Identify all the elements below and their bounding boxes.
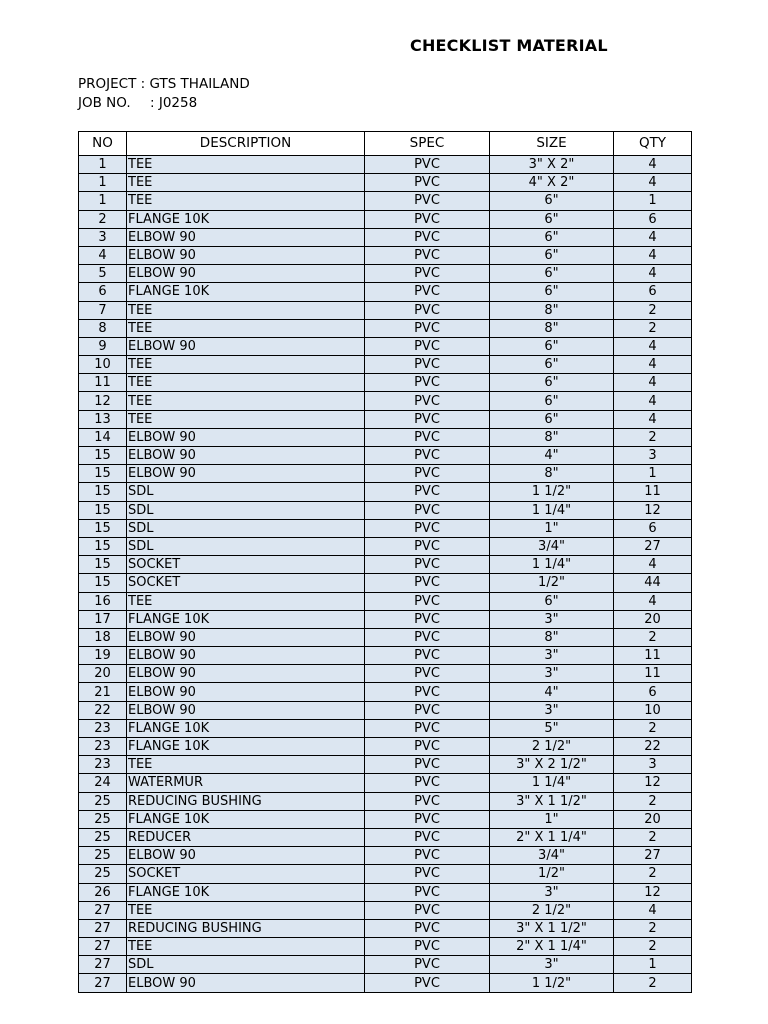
table-row <box>79 337 692 355</box>
cell-spec: PVC <box>365 883 490 901</box>
cell-spec: PVC <box>365 192 490 210</box>
cell-spec: PVC <box>365 901 490 919</box>
cell-size: 8" <box>490 428 614 446</box>
cell-qty: 20 <box>614 810 692 828</box>
cell-no: 5 <box>79 265 127 283</box>
cell-qty: 1 <box>614 192 692 210</box>
table-body <box>79 156 692 993</box>
cell-description: TEE <box>127 319 365 337</box>
cell-qty: 12 <box>614 883 692 901</box>
cell-qty: 1 <box>614 956 692 974</box>
cell-no: 17 <box>79 610 127 628</box>
cell-description: ELBOW 90 <box>127 337 365 355</box>
cell-size: 1 1/4" <box>490 501 614 519</box>
cell-size: 6" <box>490 337 614 355</box>
cell-size: 3" X 1 1/2" <box>490 919 614 937</box>
cell-description: ELBOW 90 <box>127 683 365 701</box>
cell-description: TEE <box>127 356 365 374</box>
cell-size: 8" <box>490 628 614 646</box>
cell-spec: PVC <box>365 647 490 665</box>
cell-spec: PVC <box>365 610 490 628</box>
column-header-no: NO <box>79 132 127 156</box>
cell-qty: 12 <box>614 501 692 519</box>
table-row <box>79 756 692 774</box>
cell-qty: 4 <box>614 356 692 374</box>
table-row <box>79 210 692 228</box>
document-title: CHECKLIST MATERIAL <box>410 36 608 55</box>
cell-spec: PVC <box>365 956 490 974</box>
cell-size: 3" X 2" <box>490 156 614 174</box>
cell-no: 11 <box>79 374 127 392</box>
cell-spec: PVC <box>365 810 490 828</box>
cell-description: REDUCING BUSHING <box>127 792 365 810</box>
cell-qty: 4 <box>614 592 692 610</box>
cell-size: 3" <box>490 701 614 719</box>
cell-spec: PVC <box>365 592 490 610</box>
cell-spec: PVC <box>365 392 490 410</box>
cell-spec: PVC <box>365 337 490 355</box>
table-row <box>79 883 692 901</box>
table-row <box>79 246 692 264</box>
cell-description: TEE <box>127 392 365 410</box>
cell-description: WATERMUR <box>127 774 365 792</box>
cell-spec: PVC <box>365 701 490 719</box>
cell-size: 2 1/2" <box>490 901 614 919</box>
cell-description: FLANGE 10K <box>127 738 365 756</box>
cell-spec: PVC <box>365 665 490 683</box>
cell-description: TEE <box>127 192 365 210</box>
cell-size: 3" <box>490 665 614 683</box>
table-row <box>79 610 692 628</box>
cell-no: 19 <box>79 647 127 665</box>
table-row <box>79 647 692 665</box>
cell-size: 3" <box>490 883 614 901</box>
cell-spec: PVC <box>365 847 490 865</box>
cell-spec: PVC <box>365 265 490 283</box>
cell-description: ELBOW 90 <box>127 265 365 283</box>
table-row <box>79 738 692 756</box>
cell-qty: 4 <box>614 901 692 919</box>
cell-size: 4" <box>490 447 614 465</box>
cell-description: ELBOW 90 <box>127 647 365 665</box>
table-row <box>79 683 692 701</box>
cell-size: 1/2" <box>490 574 614 592</box>
cell-size: 6" <box>490 210 614 228</box>
table-row <box>79 192 692 210</box>
cell-qty: 2 <box>614 319 692 337</box>
cell-qty: 4 <box>614 556 692 574</box>
cell-no: 15 <box>79 483 127 501</box>
cell-qty: 6 <box>614 210 692 228</box>
cell-spec: PVC <box>365 356 490 374</box>
cell-spec: PVC <box>365 410 490 428</box>
cell-spec: PVC <box>365 556 490 574</box>
cell-description: SDL <box>127 956 365 974</box>
cell-qty: 10 <box>614 701 692 719</box>
cell-qty: 4 <box>614 174 692 192</box>
cell-description: ELBOW 90 <box>127 701 365 719</box>
table-row <box>79 410 692 428</box>
cell-size: 8" <box>490 465 614 483</box>
cell-no: 25 <box>79 847 127 865</box>
cell-spec: PVC <box>365 447 490 465</box>
cell-no: 24 <box>79 774 127 792</box>
cell-qty: 27 <box>614 847 692 865</box>
column-header-description: DESCRIPTION <box>127 132 365 156</box>
cell-description: FLANGE 10K <box>127 210 365 228</box>
cell-qty: 6 <box>614 519 692 537</box>
cell-qty: 6 <box>614 283 692 301</box>
cell-no: 23 <box>79 719 127 737</box>
cell-size: 6" <box>490 374 614 392</box>
cell-size: 1" <box>490 519 614 537</box>
cell-spec: PVC <box>365 501 490 519</box>
cell-spec: PVC <box>365 156 490 174</box>
cell-size: 3" <box>490 647 614 665</box>
cell-size: 1 1/2" <box>490 483 614 501</box>
cell-no: 14 <box>79 428 127 446</box>
project-value: GTS THAILAND <box>149 76 250 92</box>
table-row <box>79 537 692 555</box>
cell-size: 4" X 2" <box>490 174 614 192</box>
table-row <box>79 265 692 283</box>
cell-description: TEE <box>127 938 365 956</box>
column-header-size: SIZE <box>490 132 614 156</box>
cell-no: 25 <box>79 792 127 810</box>
cell-description: FLANGE 10K <box>127 719 365 737</box>
cell-size: 2" X 1 1/4" <box>490 828 614 846</box>
table-row <box>79 174 692 192</box>
cell-size: 6" <box>490 283 614 301</box>
table-row <box>79 374 692 392</box>
cell-description: SDL <box>127 501 365 519</box>
cell-qty: 2 <box>614 828 692 846</box>
cell-spec: PVC <box>365 738 490 756</box>
cell-qty: 6 <box>614 683 692 701</box>
cell-description: ELBOW 90 <box>127 628 365 646</box>
cell-qty: 3 <box>614 447 692 465</box>
cell-no: 15 <box>79 556 127 574</box>
cell-no: 13 <box>79 410 127 428</box>
cell-spec: PVC <box>365 865 490 883</box>
cell-spec: PVC <box>365 210 490 228</box>
cell-no: 7 <box>79 301 127 319</box>
cell-description: ELBOW 90 <box>127 847 365 865</box>
cell-no: 15 <box>79 447 127 465</box>
cell-description: TEE <box>127 301 365 319</box>
cell-qty: 4 <box>614 392 692 410</box>
table-row <box>79 919 692 937</box>
job-line <box>78 95 197 111</box>
cell-spec: PVC <box>365 537 490 555</box>
table-row <box>79 810 692 828</box>
cell-no: 21 <box>79 683 127 701</box>
cell-description: ELBOW 90 <box>127 465 365 483</box>
cell-size: 2 1/2" <box>490 738 614 756</box>
cell-description: REDUCING BUSHING <box>127 919 365 937</box>
cell-spec: PVC <box>365 465 490 483</box>
cell-no: 15 <box>79 574 127 592</box>
cell-qty: 4 <box>614 410 692 428</box>
cell-size: 6" <box>490 410 614 428</box>
cell-size: 2" X 1 1/4" <box>490 938 614 956</box>
cell-size: 3" <box>490 610 614 628</box>
cell-spec: PVC <box>365 628 490 646</box>
table-row <box>79 392 692 410</box>
cell-size: 3" X 1 1/2" <box>490 792 614 810</box>
cell-size: 1/2" <box>490 865 614 883</box>
cell-qty: 4 <box>614 228 692 246</box>
cell-qty: 11 <box>614 483 692 501</box>
cell-no: 1 <box>79 192 127 210</box>
cell-no: 27 <box>79 974 127 992</box>
table-row <box>79 447 692 465</box>
cell-no: 26 <box>79 883 127 901</box>
cell-size: 6" <box>490 356 614 374</box>
cell-no: 8 <box>79 319 127 337</box>
cell-spec: PVC <box>365 301 490 319</box>
cell-qty: 2 <box>614 865 692 883</box>
material-table <box>78 131 692 993</box>
cell-description: SDL <box>127 519 365 537</box>
cell-spec: PVC <box>365 974 490 992</box>
cell-no: 16 <box>79 592 127 610</box>
cell-no: 25 <box>79 865 127 883</box>
cell-qty: 2 <box>614 428 692 446</box>
cell-no: 27 <box>79 901 127 919</box>
cell-description: TEE <box>127 374 365 392</box>
cell-no: 10 <box>79 356 127 374</box>
project-label: PROJECT : <box>78 76 146 92</box>
cell-qty: 22 <box>614 738 692 756</box>
cell-spec: PVC <box>365 574 490 592</box>
table-row <box>79 428 692 446</box>
cell-size: 6" <box>490 265 614 283</box>
cell-size: 1 1/4" <box>490 556 614 574</box>
cell-qty: 4 <box>614 374 692 392</box>
cell-description: TEE <box>127 756 365 774</box>
cell-description: TEE <box>127 410 365 428</box>
cell-no: 2 <box>79 210 127 228</box>
table-row <box>79 719 692 737</box>
cell-description: TEE <box>127 901 365 919</box>
cell-spec: PVC <box>365 938 490 956</box>
cell-size: 1" <box>490 810 614 828</box>
job-separator: : <box>150 95 155 111</box>
cell-description: ELBOW 90 <box>127 428 365 446</box>
cell-no: 4 <box>79 246 127 264</box>
table-row <box>79 301 692 319</box>
cell-size: 8" <box>490 301 614 319</box>
job-value: J0258 <box>158 95 198 111</box>
cell-no: 18 <box>79 628 127 646</box>
job-label: JOB NO. <box>78 95 131 111</box>
cell-no: 1 <box>79 174 127 192</box>
table-row <box>79 665 692 683</box>
cell-no: 15 <box>79 537 127 555</box>
cell-spec: PVC <box>365 428 490 446</box>
cell-description: TEE <box>127 156 365 174</box>
cell-size: 1 1/2" <box>490 974 614 992</box>
cell-description: FLANGE 10K <box>127 883 365 901</box>
cell-size: 6" <box>490 592 614 610</box>
cell-no: 27 <box>79 919 127 937</box>
cell-spec: PVC <box>365 483 490 501</box>
cell-size: 3" <box>490 956 614 974</box>
table-row <box>79 847 692 865</box>
table-row <box>79 774 692 792</box>
cell-spec: PVC <box>365 792 490 810</box>
column-header-qty: QTY <box>614 132 692 156</box>
cell-spec: PVC <box>365 246 490 264</box>
table-row <box>79 228 692 246</box>
table-row <box>79 156 692 174</box>
cell-qty: 44 <box>614 574 692 592</box>
cell-no: 20 <box>79 665 127 683</box>
table-row <box>79 828 692 846</box>
cell-no: 3 <box>79 228 127 246</box>
cell-no: 27 <box>79 956 127 974</box>
cell-no: 1 <box>79 156 127 174</box>
cell-qty: 20 <box>614 610 692 628</box>
cell-spec: PVC <box>365 719 490 737</box>
table-row <box>79 501 692 519</box>
cell-qty: 1 <box>614 465 692 483</box>
cell-size: 6" <box>490 228 614 246</box>
cell-size: 3" X 2 1/2" <box>490 756 614 774</box>
table-row <box>79 483 692 501</box>
cell-spec: PVC <box>365 774 490 792</box>
cell-description: FLANGE 10K <box>127 610 365 628</box>
cell-no: 25 <box>79 810 127 828</box>
cell-no: 25 <box>79 828 127 846</box>
cell-description: SDL <box>127 537 365 555</box>
cell-qty: 2 <box>614 628 692 646</box>
cell-size: 6" <box>490 392 614 410</box>
table-row <box>79 956 692 974</box>
cell-description: ELBOW 90 <box>127 447 365 465</box>
cell-description: TEE <box>127 592 365 610</box>
table-header-row <box>79 132 692 156</box>
cell-description: SDL <box>127 483 365 501</box>
cell-no: 15 <box>79 519 127 537</box>
cell-qty: 4 <box>614 156 692 174</box>
table-row <box>79 319 692 337</box>
cell-no: 27 <box>79 938 127 956</box>
cell-qty: 2 <box>614 792 692 810</box>
cell-no: 23 <box>79 738 127 756</box>
cell-spec: PVC <box>365 374 490 392</box>
cell-no: 12 <box>79 392 127 410</box>
table-row <box>79 283 692 301</box>
cell-qty: 3 <box>614 756 692 774</box>
cell-description: ELBOW 90 <box>127 974 365 992</box>
table-row <box>79 519 692 537</box>
cell-qty: 2 <box>614 719 692 737</box>
cell-no: 9 <box>79 337 127 355</box>
table-row <box>79 938 692 956</box>
cell-no: 6 <box>79 283 127 301</box>
table-row <box>79 901 692 919</box>
cell-qty: 27 <box>614 537 692 555</box>
cell-size: 5" <box>490 719 614 737</box>
table-row <box>79 574 692 592</box>
table-row <box>79 628 692 646</box>
cell-description: TEE <box>127 174 365 192</box>
table-row <box>79 701 692 719</box>
cell-description: SOCKET <box>127 574 365 592</box>
cell-spec: PVC <box>365 283 490 301</box>
table-row <box>79 792 692 810</box>
cell-spec: PVC <box>365 919 490 937</box>
cell-size: 8" <box>490 319 614 337</box>
cell-description: FLANGE 10K <box>127 810 365 828</box>
table-row <box>79 556 692 574</box>
cell-qty: 4 <box>614 246 692 264</box>
cell-size: 4" <box>490 683 614 701</box>
cell-description: FLANGE 10K <box>127 283 365 301</box>
cell-qty: 11 <box>614 647 692 665</box>
cell-spec: PVC <box>365 683 490 701</box>
cell-description: SOCKET <box>127 865 365 883</box>
cell-description: ELBOW 90 <box>127 246 365 264</box>
table-row <box>79 865 692 883</box>
cell-qty: 4 <box>614 265 692 283</box>
cell-qty: 11 <box>614 665 692 683</box>
cell-spec: PVC <box>365 828 490 846</box>
cell-size: 6" <box>490 246 614 264</box>
cell-qty: 4 <box>614 337 692 355</box>
cell-description: SOCKET <box>127 556 365 574</box>
table-row <box>79 356 692 374</box>
cell-spec: PVC <box>365 228 490 246</box>
cell-size: 3/4" <box>490 847 614 865</box>
project-line <box>78 76 250 92</box>
cell-description: ELBOW 90 <box>127 228 365 246</box>
cell-qty: 12 <box>614 774 692 792</box>
cell-size: 1 1/4" <box>490 774 614 792</box>
table-row <box>79 465 692 483</box>
cell-spec: PVC <box>365 756 490 774</box>
cell-spec: PVC <box>365 519 490 537</box>
table-row <box>79 974 692 992</box>
cell-spec: PVC <box>365 319 490 337</box>
cell-size: 6" <box>490 192 614 210</box>
cell-no: 15 <box>79 465 127 483</box>
cell-qty: 2 <box>614 919 692 937</box>
table-row <box>79 592 692 610</box>
cell-qty: 2 <box>614 974 692 992</box>
cell-no: 23 <box>79 756 127 774</box>
cell-qty: 2 <box>614 301 692 319</box>
column-header-spec: SPEC <box>365 132 490 156</box>
cell-spec: PVC <box>365 174 490 192</box>
cell-no: 15 <box>79 501 127 519</box>
cell-description: ELBOW 90 <box>127 665 365 683</box>
cell-no: 22 <box>79 701 127 719</box>
cell-size: 3/4" <box>490 537 614 555</box>
cell-description: REDUCER <box>127 828 365 846</box>
cell-qty: 2 <box>614 938 692 956</box>
